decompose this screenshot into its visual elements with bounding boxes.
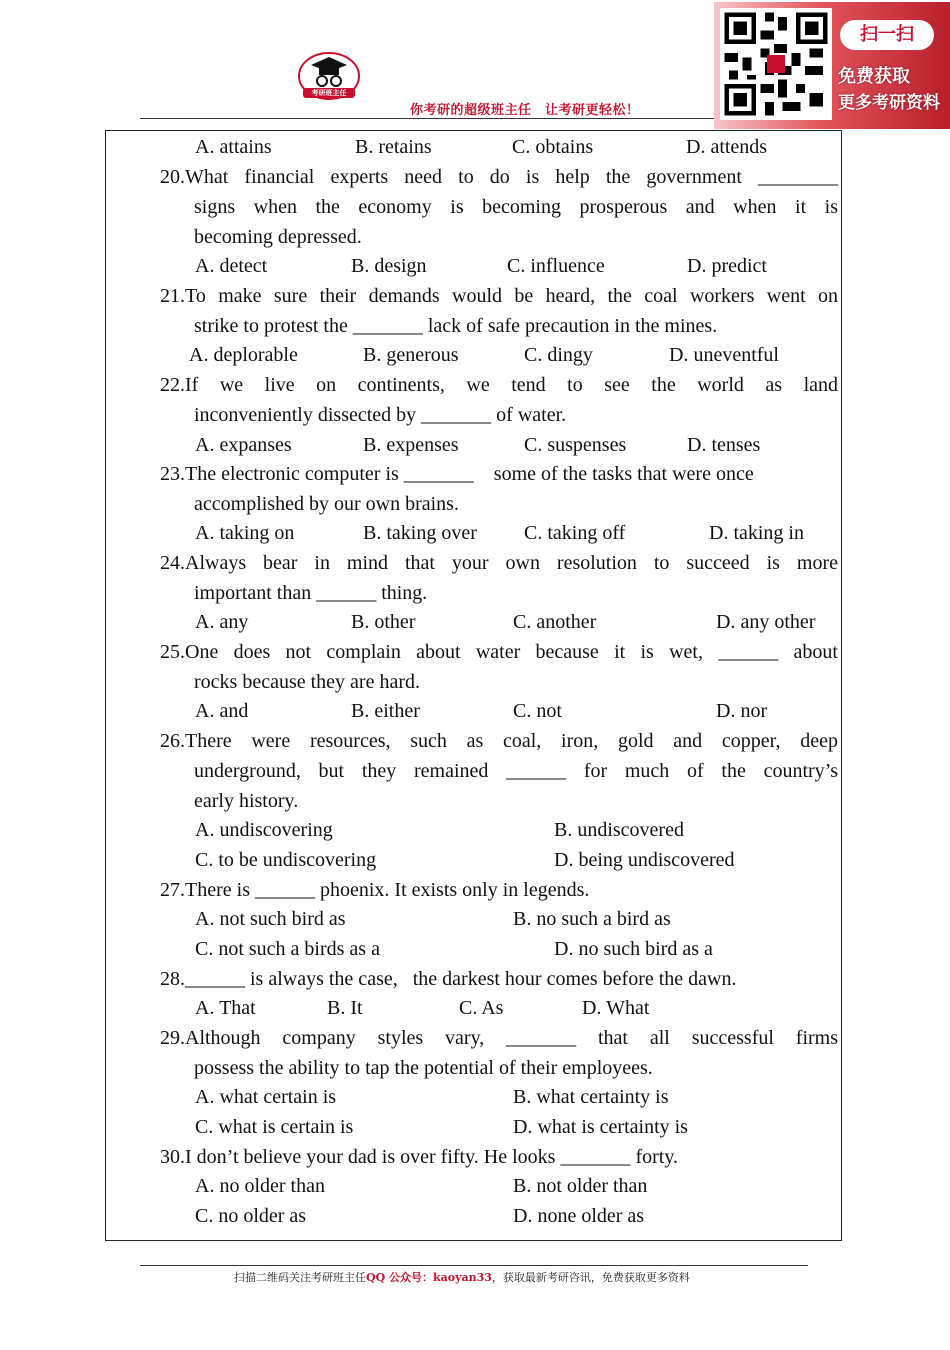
option-a: A. deplorable (189, 344, 298, 366)
option-d: D. none older as (513, 1205, 645, 1227)
option-a: A. any (195, 611, 249, 633)
question-text: underground, but they remained ______ for much of the country’s (194, 760, 838, 782)
question-text: 20.What financial experts need to do is help the government ________ (160, 166, 838, 188)
header-divider (140, 118, 715, 119)
question-text: 23.The electronic computer is _______ some of the tasks that were once (160, 463, 754, 485)
option-c: C. another (513, 611, 597, 633)
question-text: accomplished by our own brains. (194, 493, 459, 515)
question-text: 27.There is ______ phoenix. It exists only in legends. (160, 879, 590, 901)
option-b: B. generous (363, 344, 459, 366)
option-b: B. what certainty is (513, 1086, 669, 1108)
question-text: 22.If we live on continents, we tend to see the world as land (160, 374, 838, 396)
option-b: B. It (327, 997, 363, 1019)
question-text: 29.Although company styles vary, _______ that all successful firms (160, 1027, 838, 1049)
option-d: D. no such bird as a (554, 938, 713, 960)
question-text: strike to protest the _______ lack of safe precaution in the mines. (194, 315, 718, 337)
footer-text: 扫描二维码关注考研班主任 (234, 1271, 366, 1284)
option-c: C. no older as (195, 1205, 307, 1227)
question-text: 26.There were resources, such as coal, iron, gold and copper, deep (160, 730, 838, 752)
option-b: B. design (351, 255, 427, 277)
option-d: D. nor (716, 700, 768, 722)
question-text: 21.To make sure their demands would be heard, the coal workers went on (160, 285, 838, 307)
option-a: A. attains (195, 136, 272, 158)
footer-note (234, 1269, 690, 1285)
option-d: D. any other (716, 611, 816, 633)
option-d: D. what is certainty is (513, 1116, 688, 1138)
option-b: B. taking over (363, 522, 477, 544)
option-d: D. being undiscovered (554, 849, 735, 871)
option-b: B. other (351, 611, 416, 633)
question-text: inconveniently dissected by _______ of water. (194, 404, 567, 426)
question-text: becoming depressed. (194, 226, 362, 248)
option-d: D. uneventful (669, 344, 779, 366)
option-b: B. either (351, 700, 420, 722)
footer-text: ，获取最新考研咨讯，免费获取更多资料 (491, 1271, 690, 1284)
option-c: C. As (459, 997, 504, 1019)
option-c: C. not (513, 700, 562, 722)
option-c: C. influence (507, 255, 605, 277)
promo-tag: 扫一扫 (840, 20, 934, 50)
question-text: signs when the economy is becoming prosperous and when it is (194, 196, 838, 218)
option-a: A. taking on (195, 522, 295, 544)
qr-code-icon (720, 8, 832, 120)
option-c: C. what is certain is (195, 1116, 354, 1138)
question-text: important than ______ thing. (194, 582, 428, 604)
question-text: 30.I don’t believe your dad is over fifty. He looks _______ forty. (160, 1146, 679, 1168)
question-text: possess the ability to tap the potential of their employees. (194, 1057, 653, 1079)
option-d: D. taking in (709, 522, 804, 544)
footer-divider (140, 1265, 808, 1266)
option-b: B. not older than (513, 1175, 648, 1197)
option-c: C. taking off (524, 522, 626, 544)
footer-highlight: QQ 公众号：kaoyan33 (366, 1271, 492, 1284)
option-a: A. what certain is (195, 1086, 337, 1108)
option-d: D. What (582, 997, 650, 1019)
header-slogan: 你考研的超级班主任 让考研更轻松！ (410, 103, 640, 118)
option-d: D. attends (686, 136, 768, 158)
option-c: C. to be undiscovering (195, 849, 377, 871)
question-text: 28.______ is always the case, the darkest hour comes before the dawn. (160, 968, 737, 990)
option-a: A. undiscovering (195, 819, 333, 841)
option-a: A. expanses (195, 434, 292, 456)
promo-banner (714, 2, 950, 129)
option-a: A. detect (195, 255, 268, 277)
promo-line-1: 免费获取 (838, 66, 910, 87)
option-b: B. expenses (363, 434, 459, 456)
option-c: C. obtains (512, 136, 594, 158)
option-d: D. tenses (687, 434, 761, 456)
option-b: B. retains (355, 136, 432, 158)
promo-line-2: 更多考研资料 (838, 93, 940, 113)
option-c: C. dingy (524, 344, 593, 366)
option-c: C. suspenses (524, 434, 627, 456)
question-text: early history. (194, 790, 299, 812)
question-text: rocks because they are hard. (194, 671, 420, 693)
question-text: 24.Always bear in mind that your own resolution to succeed is more (160, 552, 838, 574)
question-text: 25.One does not complain about water because it is wet, ______ about (160, 641, 838, 663)
option-b: B. undiscovered (554, 819, 684, 841)
option-a: A. no older than (195, 1175, 325, 1197)
option-d: D. predict (687, 255, 767, 277)
option-a: A. and (195, 700, 249, 722)
option-a: A. That (195, 997, 256, 1019)
option-b: B. no such a bird as (513, 908, 671, 930)
option-a: A. not such bird as (195, 908, 346, 930)
option-c: C. not such a birds as a (195, 938, 380, 960)
logo-text: 考研班主任 (311, 89, 347, 97)
